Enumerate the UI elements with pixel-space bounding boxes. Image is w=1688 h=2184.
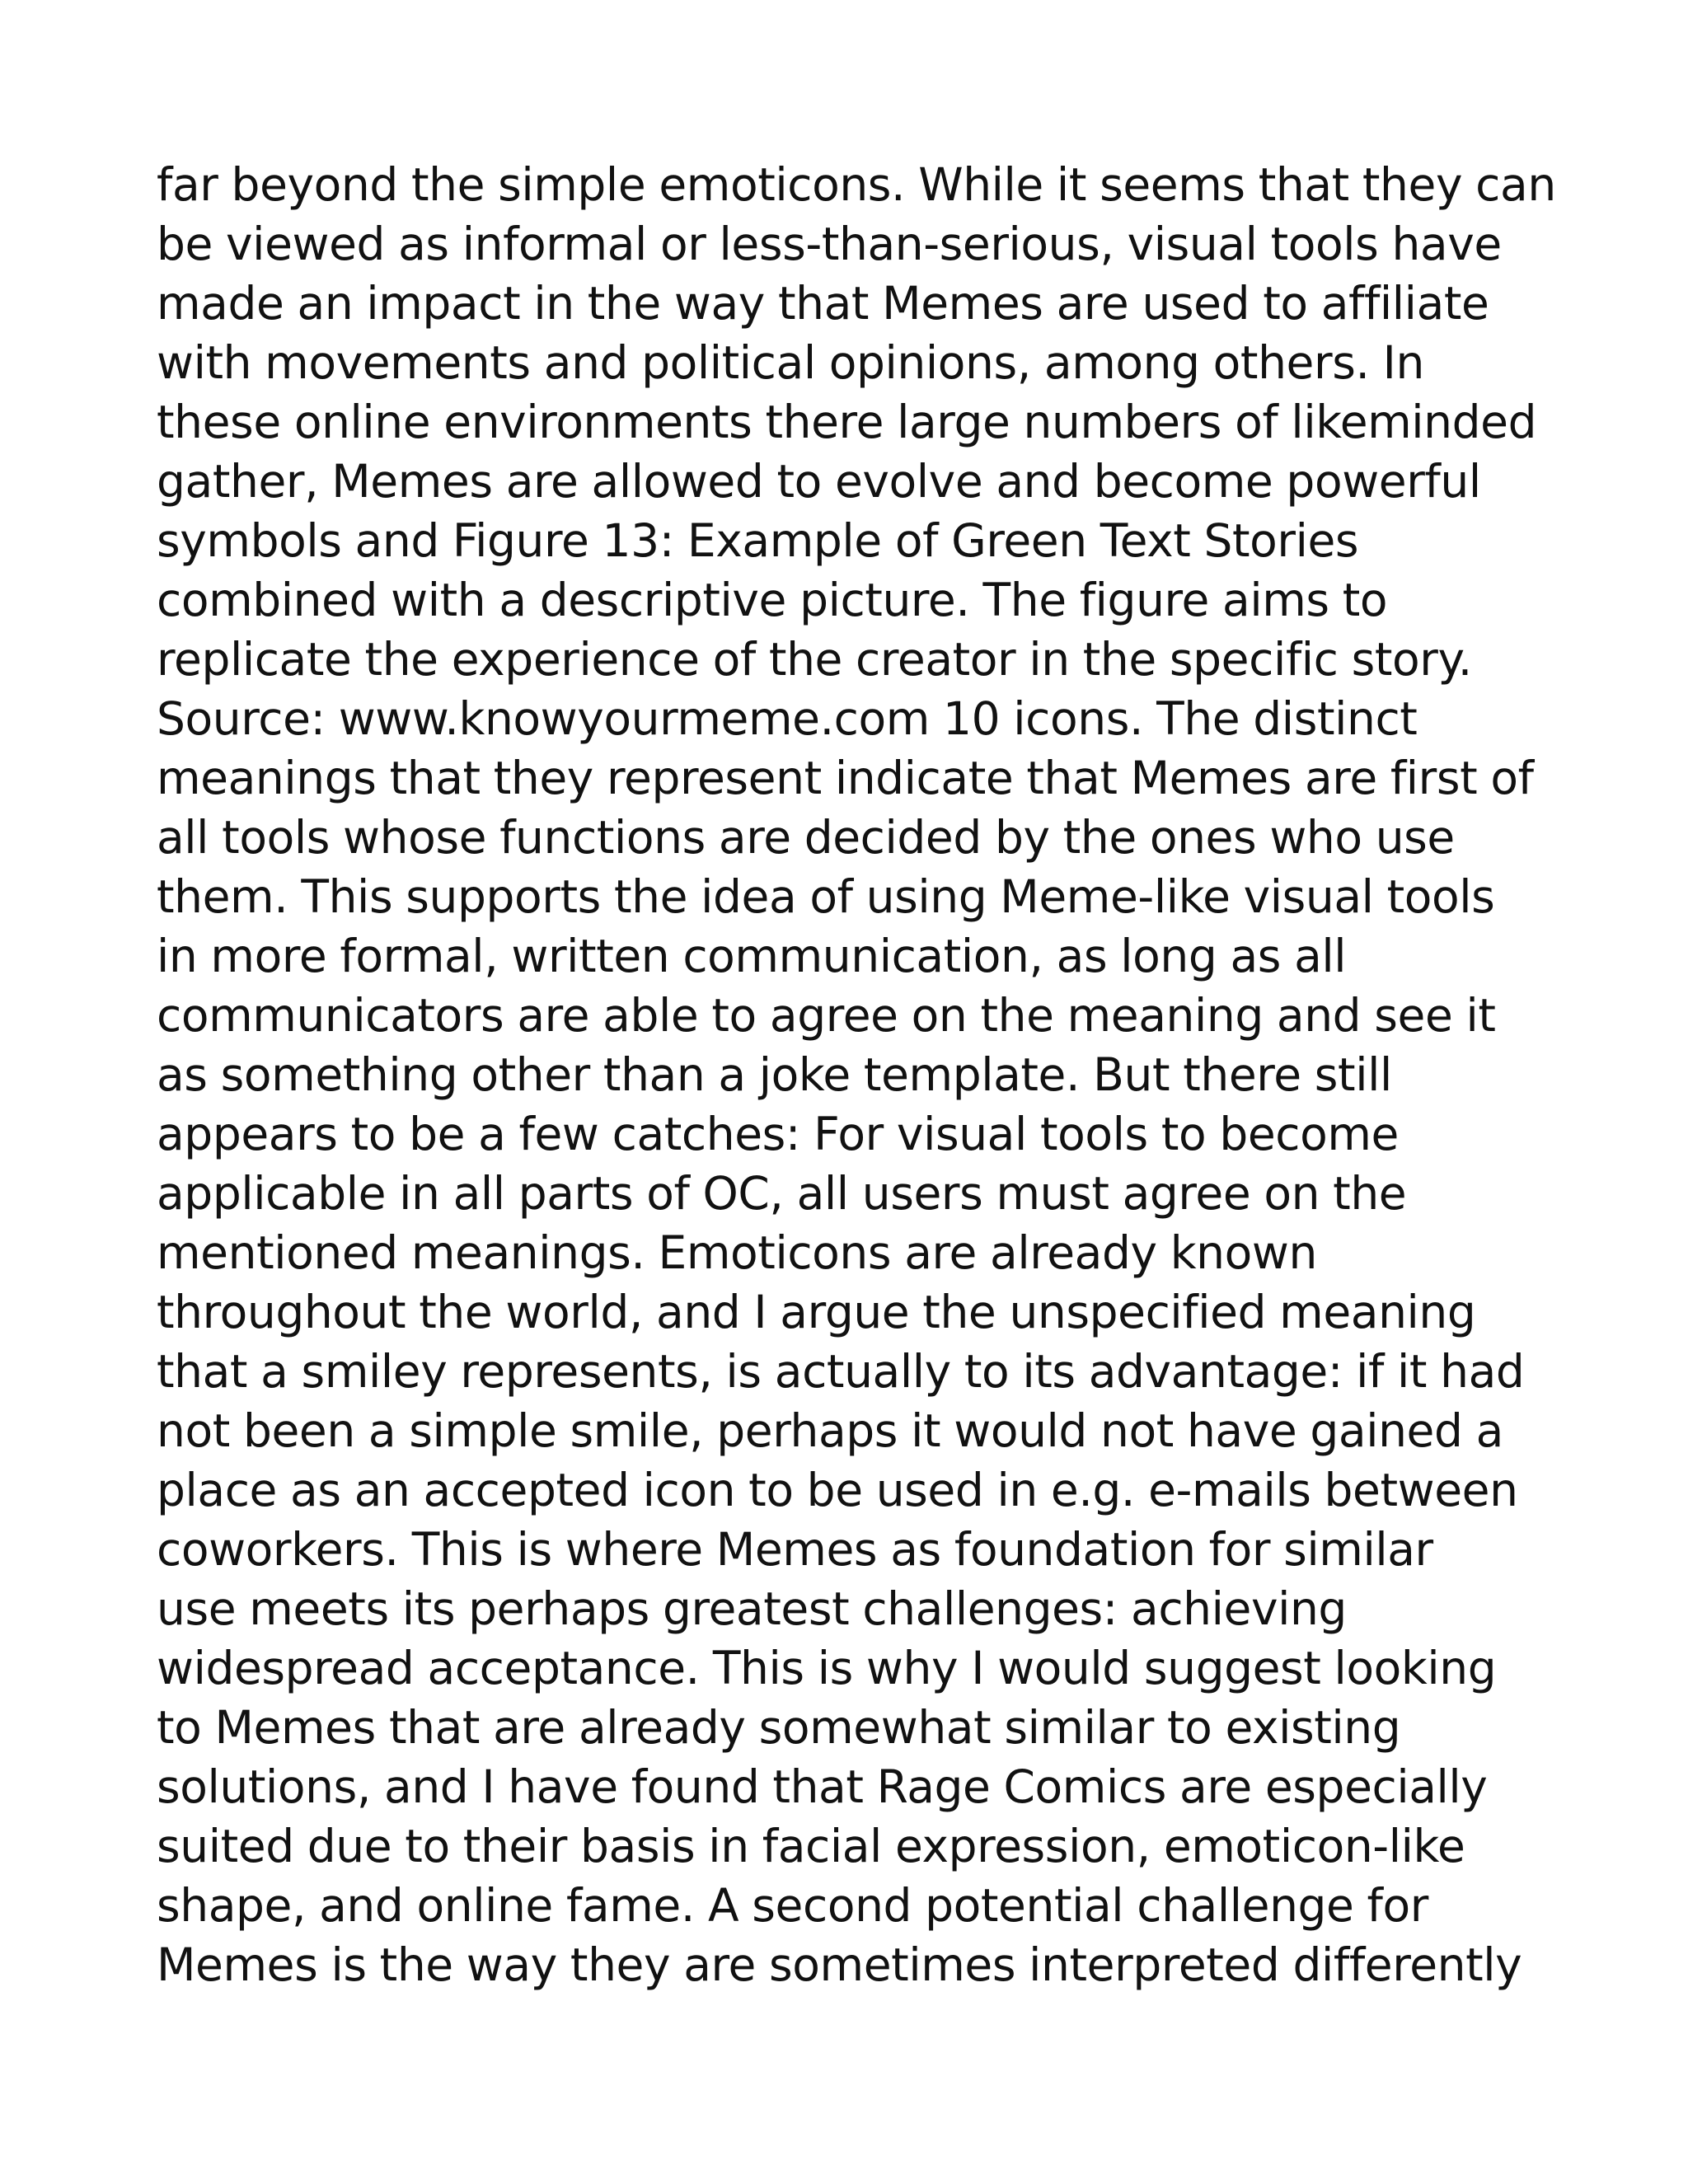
text-line: Memes is the way they are sometimes interpreted differently [157,1938,1522,1991]
text-line: coworkers. This is where Memes as foundation for similar [157,1523,1433,1576]
text-line: applicable in all parts of OC, all users must agree on the [157,1167,1407,1220]
text-line: solutions, and I have found that Rage Comics are especially [157,1760,1488,1813]
text-line: made an impact in the way that Memes are used to affiliate [157,277,1489,330]
text-line: these online environments there large numbers of likeminded [157,396,1537,448]
text-line: with movements and political opinions, among others. In [157,336,1424,389]
text-line: symbols and Figure 13: Example of Green Text Stories [157,514,1359,567]
text-line: communicators are able to agree on the meaning and see it [157,989,1496,1042]
text-line: widespread acceptance. This is why I would suggest looking [157,1642,1497,1694]
text-line: use meets its perhaps greatest challenges: achieving [157,1582,1347,1635]
text-line: suited due to their basis in facial expression, emoticon-like [157,1820,1465,1872]
text-line: far beyond the simple emoticons. While it seems that they can [157,158,1556,211]
text-line: gather, Memes are allowed to evolve and become powerful [157,455,1481,508]
text-line: in more formal, written communication, as long as all [157,930,1347,982]
text-line: as something other than a joke template. But there still [157,1048,1392,1101]
text-line: all tools whose functions are decided by the ones who use [157,811,1455,864]
text-line: shape, and online fame. A second potential challenge for [157,1879,1428,1932]
text-line: Source: www.knowyourmeme.com 10 icons. The distinct [157,692,1418,745]
text-line: mentioned meanings. Emoticons are already known [157,1226,1317,1279]
text-line: them. This supports the idea of using Meme-like visual tools [157,870,1495,923]
text-line: that a smiley represents, is actually to its advantage: if it had [157,1345,1525,1398]
text-line: be viewed as informal or less-than-serious, visual tools have [157,218,1502,270]
text-line: meanings that they represent indicate that Memes are first of [157,752,1534,804]
text-line: place as an accepted icon to be used in e.g. e-mails between [157,1464,1518,1516]
text-line: not been a simple smile, perhaps it would not have gained a [157,1404,1503,1457]
text-line: appears to be a few catches: For visual tools to become [157,1108,1399,1160]
text-line: throughout the world, and I argue the unspecified meaning [157,1286,1476,1338]
text-line: combined with a descriptive picture. The figure aims to [157,574,1388,626]
body-text [157,155,1558,1994]
text-line: replicate the experience of the creator in the specific story. [157,633,1472,686]
text-line: to Memes that are already somewhat similar to existing [157,1701,1401,1754]
